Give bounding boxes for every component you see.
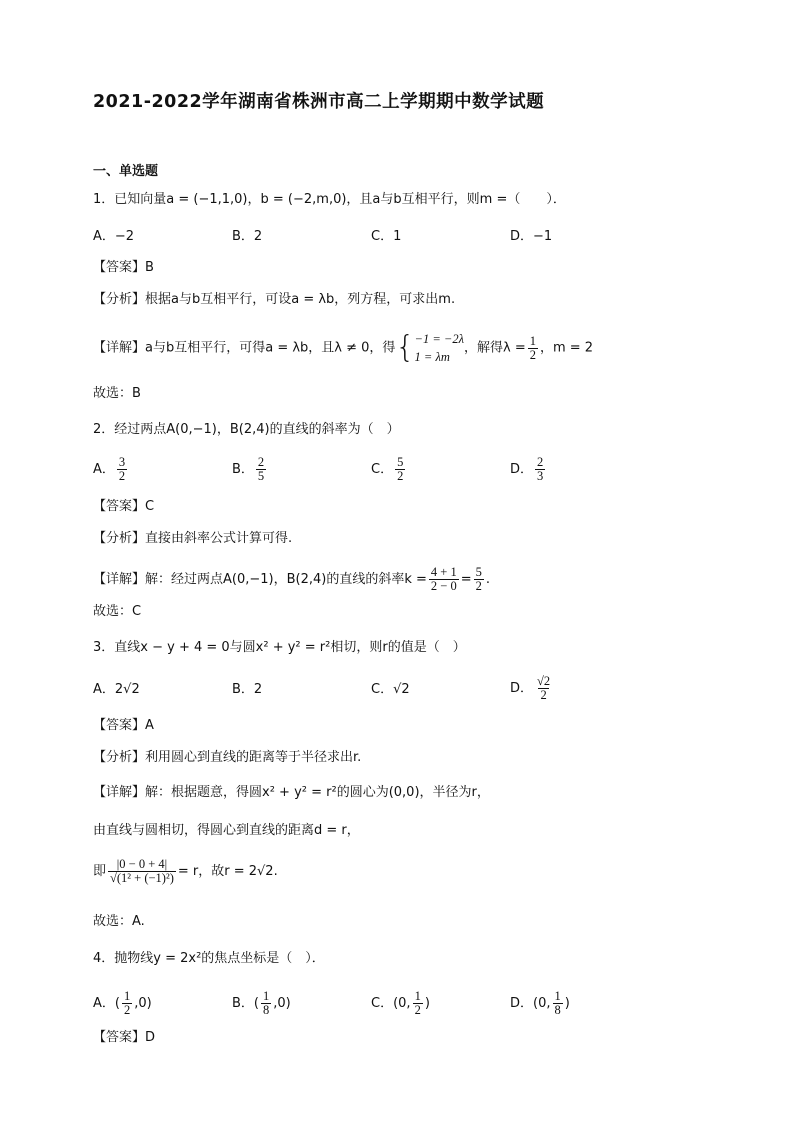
analysis-label: 【分析】 bbox=[93, 531, 146, 546]
q3-choice bbox=[93, 912, 145, 932]
q1-answer-value: B bbox=[145, 260, 154, 275]
q1-answer bbox=[93, 258, 154, 278]
frac-den: 8 bbox=[554, 1003, 561, 1017]
frac-num: 1 bbox=[414, 989, 421, 1003]
q1-analysis bbox=[93, 290, 455, 310]
frac-num: 2 bbox=[537, 455, 544, 469]
q3-detail-1 bbox=[93, 783, 490, 803]
q2-answer-value: C bbox=[145, 499, 155, 514]
q3-analysis-text: 利用圆心到直线的距离等于半径求出r. bbox=[145, 750, 362, 765]
answer-label: 【答案】 bbox=[93, 499, 146, 514]
frac-num: 2 bbox=[257, 455, 265, 469]
option-prefix: A．( bbox=[93, 996, 120, 1011]
q2-analysis-text: 直接由斜率公式计算可得. bbox=[145, 531, 293, 546]
q2-option-a: A． $\frac{3}{2}$ bbox=[93, 455, 126, 483]
frac-den: 2 bbox=[118, 469, 126, 483]
choice-label: 故选： bbox=[93, 914, 133, 929]
frac-den: 2 bbox=[475, 579, 482, 593]
q4-option-b bbox=[232, 990, 291, 1017]
q1-eq1: −1 = −2λ bbox=[414, 332, 465, 346]
analysis-label: 【分析】 bbox=[93, 750, 146, 765]
q3-detail-3 bbox=[93, 858, 278, 885]
q2-detail-text: 解：经过两点A(0,−1)，B(2,4)的直线的斜率k = bbox=[145, 572, 427, 587]
q2-option-d: D． $\frac{2}{3}$ bbox=[510, 455, 544, 483]
q3-answer-value: A bbox=[145, 718, 154, 733]
q3-detail-2: 由直线与圆相切，得圆心到直线的距离d = r， bbox=[93, 823, 360, 838]
q1-choice-value: B bbox=[132, 386, 141, 401]
analysis-label: 【分析】 bbox=[93, 292, 146, 307]
q2-stem: 2．经过两点A(0,−1)，B(2,4)的直线的斜率为（ ） bbox=[93, 422, 400, 437]
q2-detail bbox=[93, 566, 490, 593]
frac-num: 5 bbox=[475, 565, 482, 579]
q1-option-a: A．−2 bbox=[93, 229, 135, 244]
frac-den: 3 bbox=[537, 469, 544, 483]
option-suffix: ) bbox=[564, 996, 570, 1011]
option-suffix: ) bbox=[424, 996, 430, 1011]
section-heading: 一、单选题 bbox=[93, 164, 159, 179]
option-suffix: ,0) bbox=[273, 996, 291, 1011]
frac-den: 2 bbox=[123, 1003, 131, 1017]
q1-eq2: 1 = λm bbox=[414, 350, 450, 364]
q3-option-d: D． $\frac{√2}{2}$ bbox=[510, 674, 551, 702]
q1-analysis-text: 根据a与b互相平行，可设a = λb，列方程，可求出m. bbox=[145, 292, 456, 307]
q3-option-c: C．√2 bbox=[371, 682, 410, 697]
q1-option-c: C．1 bbox=[371, 229, 402, 244]
option-suffix: ,0) bbox=[134, 996, 152, 1011]
frac-den: 8 bbox=[263, 1003, 270, 1017]
q4-stem: 4．抛物线y = 2x²的焦点坐标是（ ）． bbox=[93, 951, 325, 966]
q2-option-b: B． $\frac{2}{5}$ bbox=[232, 455, 265, 483]
period: . bbox=[485, 572, 491, 587]
q1-option-b: B．2 bbox=[232, 229, 263, 244]
frac-num: 1 bbox=[554, 989, 561, 1003]
page-title: 2021-2022学年湖南省株洲市高二上学期期中数学试题 bbox=[93, 92, 545, 112]
q2-choice-value: C bbox=[132, 604, 142, 619]
q2-answer bbox=[93, 497, 154, 517]
frac-num: √2 bbox=[537, 674, 551, 688]
frac-den: 2 bbox=[540, 688, 547, 702]
q4-option-d bbox=[510, 990, 570, 1017]
choice-label: 故选： bbox=[93, 386, 133, 401]
q1-equation-system bbox=[415, 330, 464, 366]
frac-num: 5 bbox=[397, 455, 404, 469]
frac-den: 2 bbox=[529, 347, 536, 362]
answer-label: 【答案】 bbox=[93, 1030, 146, 1045]
detail-label: 【详解】 bbox=[93, 785, 146, 800]
q2-choice bbox=[93, 602, 141, 622]
frac-den: 2 − 0 bbox=[430, 579, 457, 593]
q3-answer bbox=[93, 716, 154, 736]
q4-option-a bbox=[93, 990, 152, 1017]
q3-detail3-post: = r，故r = 2√2. bbox=[177, 864, 278, 879]
q1-option-d: D．−1 bbox=[510, 229, 553, 244]
q1-lambda-frac bbox=[528, 335, 538, 362]
frac-den: 5 bbox=[257, 469, 265, 483]
frac-num: 1 bbox=[263, 989, 270, 1003]
q3-choice-value: A. bbox=[132, 914, 145, 929]
q3-stem: 3．直线x − y + 4 = 0与圆x² + y² = r²相切，则r的值是（ ） bbox=[93, 640, 466, 655]
frac-num: 4 + 1 bbox=[430, 565, 457, 579]
q3-option-b: B．2 bbox=[232, 682, 263, 697]
q3-detail3-pre: 即 bbox=[93, 864, 107, 879]
detail-label: 【详解】 bbox=[93, 340, 146, 356]
frac-den: √(1² + (−1)²) bbox=[110, 871, 174, 885]
q3-analysis bbox=[93, 748, 361, 768]
q2-option-c: C． $\frac{5}{2}$ bbox=[371, 455, 404, 483]
answer-label: 【答案】 bbox=[93, 718, 146, 733]
q1-detail-post: ，解得λ = bbox=[464, 340, 526, 356]
q4-answer bbox=[93, 1028, 155, 1048]
option-prefix: C．(0, bbox=[371, 996, 411, 1011]
q1-choice bbox=[93, 384, 141, 404]
q1-stem: 1．已知向量a = (−1,1,0)，b = (−2,m,0)，且a与b互相平行，则m =（ ）． bbox=[93, 192, 566, 207]
detail-label: 【详解】 bbox=[93, 572, 146, 587]
frac-num: |0 − 0 + 4| bbox=[116, 857, 168, 871]
equals-sign: = bbox=[460, 572, 472, 587]
q4-option-c bbox=[371, 990, 430, 1017]
q1-detail-text: a与b互相平行，可得a = λb，且λ ≠ 0，得 bbox=[145, 340, 396, 356]
frac-num: 1 bbox=[529, 333, 536, 348]
frac-num: 1 bbox=[123, 989, 131, 1003]
option-prefix: B．( bbox=[232, 996, 259, 1011]
frac-num: 3 bbox=[118, 455, 126, 469]
option-prefix: D．(0, bbox=[510, 996, 551, 1011]
q3-option-a: A．2√2 bbox=[93, 682, 140, 697]
frac-den: 2 bbox=[414, 1003, 421, 1017]
q3-detail-text: 解：根据题意，得圆x² + y² = r²的圆心为(0,0)，半径为r， bbox=[145, 785, 490, 800]
brace-symbol: { bbox=[395, 330, 415, 365]
q2-analysis bbox=[93, 529, 292, 549]
frac-den: 2 bbox=[397, 469, 404, 483]
answer-label: 【答案】 bbox=[93, 260, 146, 275]
q1-detail bbox=[93, 330, 593, 366]
choice-label: 故选： bbox=[93, 604, 133, 619]
q1-detail-end: ，m = 2 bbox=[539, 340, 594, 356]
q4-answer-value: D bbox=[145, 1030, 156, 1045]
